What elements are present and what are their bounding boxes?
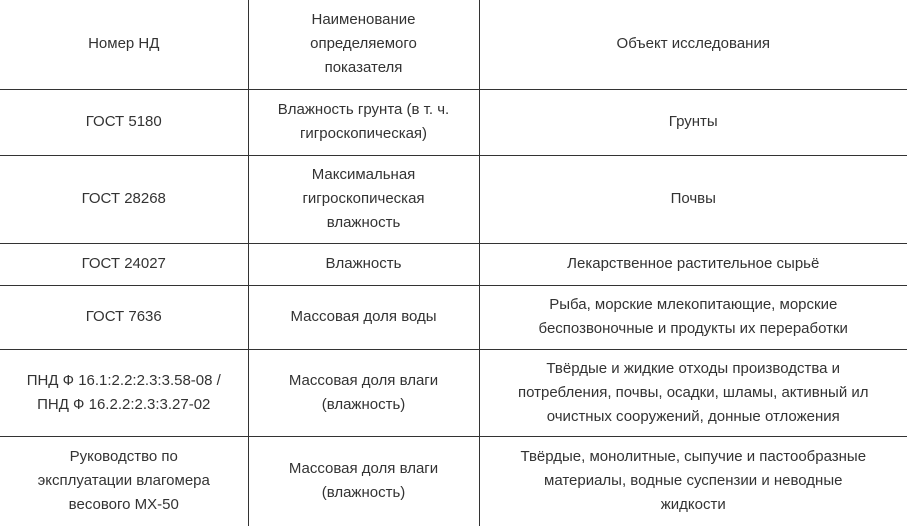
cell-object [479, 349, 907, 436]
table-row [0, 243, 907, 285]
cell-document-number [0, 349, 248, 436]
cell-text: Влажность [325, 255, 402, 272]
cell-text: Лекарственное растительное сырьё [567, 255, 820, 272]
cell-object [479, 285, 907, 349]
cell-text: Грунты [668, 113, 718, 130]
header-cell-object [479, 0, 907, 89]
table-row [0, 89, 907, 155]
cell-text: Массовая доля влаги (влажность) [288, 460, 439, 502]
header-text: Номер НД [88, 35, 160, 53]
cell-text: Руководство по эксплуатации влагомера весового МХ-50 [37, 448, 210, 514]
table-row [0, 285, 907, 349]
cell-text: ГОСТ 7636 [85, 308, 162, 325]
cell-object [479, 436, 907, 526]
cell-text: ГОСТ 24027 [81, 255, 166, 272]
header-text: Объект исследования [616, 35, 770, 53]
cell-document-number [0, 155, 248, 243]
cell-text: Твёрдые, монолитные, сыпучие и пастообразные материалы, водные суспензии и неводные жидкости [520, 448, 867, 514]
cell-indicator [248, 285, 479, 349]
cell-text: Рыба, морские млекопитающие, морские беспозвоночные и продукты их переработки [538, 296, 848, 337]
table-row [0, 436, 907, 526]
cell-text: Почвы [670, 190, 716, 207]
cell-object [479, 89, 907, 155]
header-cell-indicator [248, 0, 479, 89]
cell-indicator [248, 349, 479, 436]
cell-indicator [248, 243, 479, 285]
cell-indicator [248, 436, 479, 526]
cell-document-number [0, 243, 248, 285]
header-text: Наименование определяемого показателя [310, 11, 417, 77]
table-row [0, 349, 907, 436]
cell-document-number [0, 89, 248, 155]
cell-document-number [0, 436, 248, 526]
cell-indicator [248, 89, 479, 155]
cell-document-number [0, 285, 248, 349]
table-row [0, 155, 907, 243]
cell-text: Массовая доля влаги (влажность) [288, 371, 439, 413]
cell-indicator [248, 155, 479, 243]
cell-text: ГОСТ 5180 [85, 113, 162, 130]
cell-object [479, 243, 907, 285]
cell-text: ПНД Ф 16.1:2.2:2.3:3.58-08 / ПНД Ф 16.2.2:2.3:3.27-02 [26, 371, 221, 413]
table-header-row [0, 0, 907, 89]
cell-object [479, 155, 907, 243]
cell-text: Твёрдые и жидкие отходы производства и потребления, почвы, осадки, шламы, активный ил очистных сооружений, донные отложения [518, 359, 869, 425]
cell-text: Массовая доля воды [290, 308, 437, 325]
cell-text: Влажность грунта (в т. ч. гигроскопическая) [277, 101, 450, 142]
header-cell-document-number [0, 0, 248, 89]
cell-text: Максимальная гигроскопическая влажность [302, 166, 425, 231]
cell-text: ГОСТ 28268 [81, 190, 166, 207]
